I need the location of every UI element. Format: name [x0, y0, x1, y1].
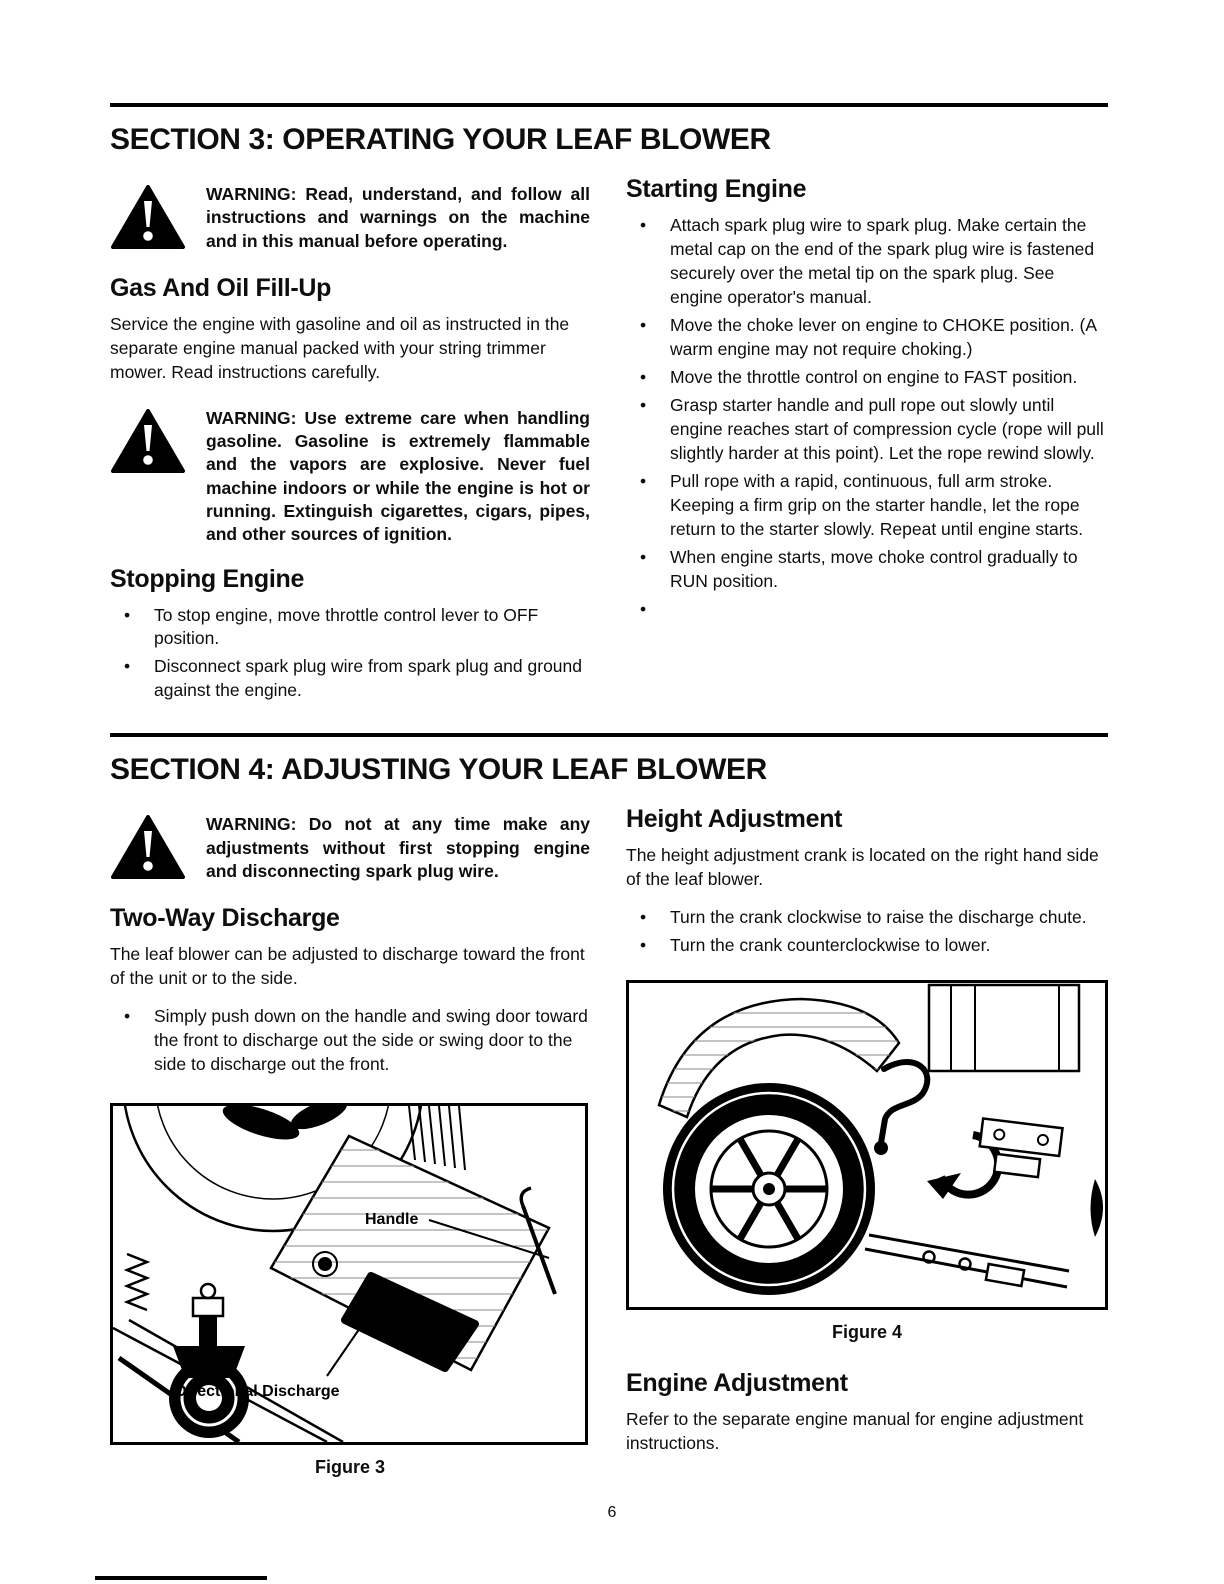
figure4 [626, 980, 1108, 1343]
paragraph-gas-oil: Service the engine with gasoline and oil as instructed in the separate engine manual packed with your string trimmer mower. Read instructions carefully. [110, 314, 570, 382]
figure3 [110, 1103, 590, 1478]
page-number: 6 [607, 1504, 617, 1521]
paragraph-two-way: The leaf blower can be adjusted to discharge toward the front of the unit or to the side. [110, 944, 585, 989]
section3-columns [110, 175, 1108, 707]
heading-stopping-engine: Stopping Engine [110, 564, 305, 593]
list-item: • Turn the crank counterclockwise to lower. [626, 934, 1108, 958]
list-item: • Move the choke lever on engine to CHOKE position. (A warm engine may not require choking.) [626, 314, 1108, 362]
list-item: • When engine starts, move choke control gradually to RUN position. [626, 546, 1108, 594]
figure3-label-discharge: Directional Discharge [175, 1383, 340, 1401]
warning-block [110, 811, 590, 886]
warning-icon [110, 181, 186, 256]
footer-mark [95, 1576, 267, 1580]
heading-starting-engine: Starting Engine [626, 175, 807, 203]
warning-block [110, 405, 590, 547]
warning-text: WARNING: Read, understand, and follow all instructions and warnings on the machine and in this manual before operating. [206, 184, 590, 251]
stopping-engine-list [110, 604, 590, 704]
starting-engine-list [626, 214, 1108, 618]
top-divider [110, 103, 1108, 107]
warning-text: WARNING: Do not at any time make any adjustments without first stopping engine and disconnecting spark plug wire. [206, 814, 590, 881]
figure3-image [110, 1103, 588, 1445]
figure3-label-handle: Handle [365, 1211, 419, 1229]
height-list [626, 906, 1108, 958]
warning-text: WARNING: Use extreme care when handling gasoline. Gasoline is extremely flammable and the vapors are explosive. Never fuel machine indoors or while the engine is hot or running. Extinguish cigarettes, cigars, pipes, and other sources of ignition. [206, 407, 590, 545]
figure4-image [626, 980, 1108, 1310]
warning-block [110, 181, 590, 256]
figure3-caption: Figure 3 [314, 1457, 385, 1478]
list-item: • To stop engine, move throttle control lever to OFF position. [110, 604, 590, 652]
list-item [626, 598, 1108, 618]
list-item: • Attach spark plug wire to spark plug. Make certain the metal cap on the end of the spark plug wire is fastened securely over the metal tip on the spark plug. See engine operator's manual. [626, 214, 1108, 310]
heading-two-way-discharge: Two-Way Discharge [110, 904, 340, 933]
list-item: • Disconnect spark plug wire from spark plug and ground against the engine. [110, 655, 590, 703]
list-item: • Simply push down on the handle and swing door toward the front to discharge out the side or swing door to the side to discharge out the front. [110, 1005, 590, 1077]
warning-icon [110, 811, 186, 886]
list-item: • Move the throttle control on engine to FAST position. [626, 366, 1108, 390]
heading-engine-adjustment: Engine Adjustment [626, 1369, 848, 1398]
warning-icon [110, 405, 186, 547]
section3-left-column [110, 175, 590, 707]
heading-gas-oil: Gas And Oil Fill-Up [110, 274, 332, 302]
two-way-list [110, 1005, 590, 1077]
list-item: • Pull rope with a rapid, continuous, full arm stroke. Keeping a firm grip on the starter handle, let the rope return to the starter slowly. Repeat until engine starts. [626, 470, 1108, 542]
section-divider [110, 733, 1108, 737]
section3-right-column [626, 175, 1108, 622]
section4-title: SECTION 4: ADJUSTING YOUR LEAF BLOWER [110, 753, 767, 787]
paragraph-height: The height adjustment crank is located on the right hand side of the leaf blower. [626, 845, 1099, 890]
section4-right-column [626, 805, 1108, 1456]
section4-left-column [110, 805, 590, 1478]
list-item: • Grasp starter handle and pull rope out slowly until engine reaches start of compression cycle (rope will pull slightly harder at this point). Let the rope rewind slowly. [626, 394, 1108, 466]
heading-height-adjustment: Height Adjustment [626, 805, 843, 834]
section4-columns [110, 805, 1108, 1478]
list-item: • Turn the crank clockwise to raise the discharge chute. [626, 906, 1108, 930]
paragraph-engine: Refer to the separate engine manual for engine adjustment instructions. [626, 1409, 1084, 1454]
figure4-caption: Figure 4 [831, 1322, 902, 1343]
section3-title: SECTION 3: OPERATING YOUR LEAF BLOWER [110, 123, 771, 156]
